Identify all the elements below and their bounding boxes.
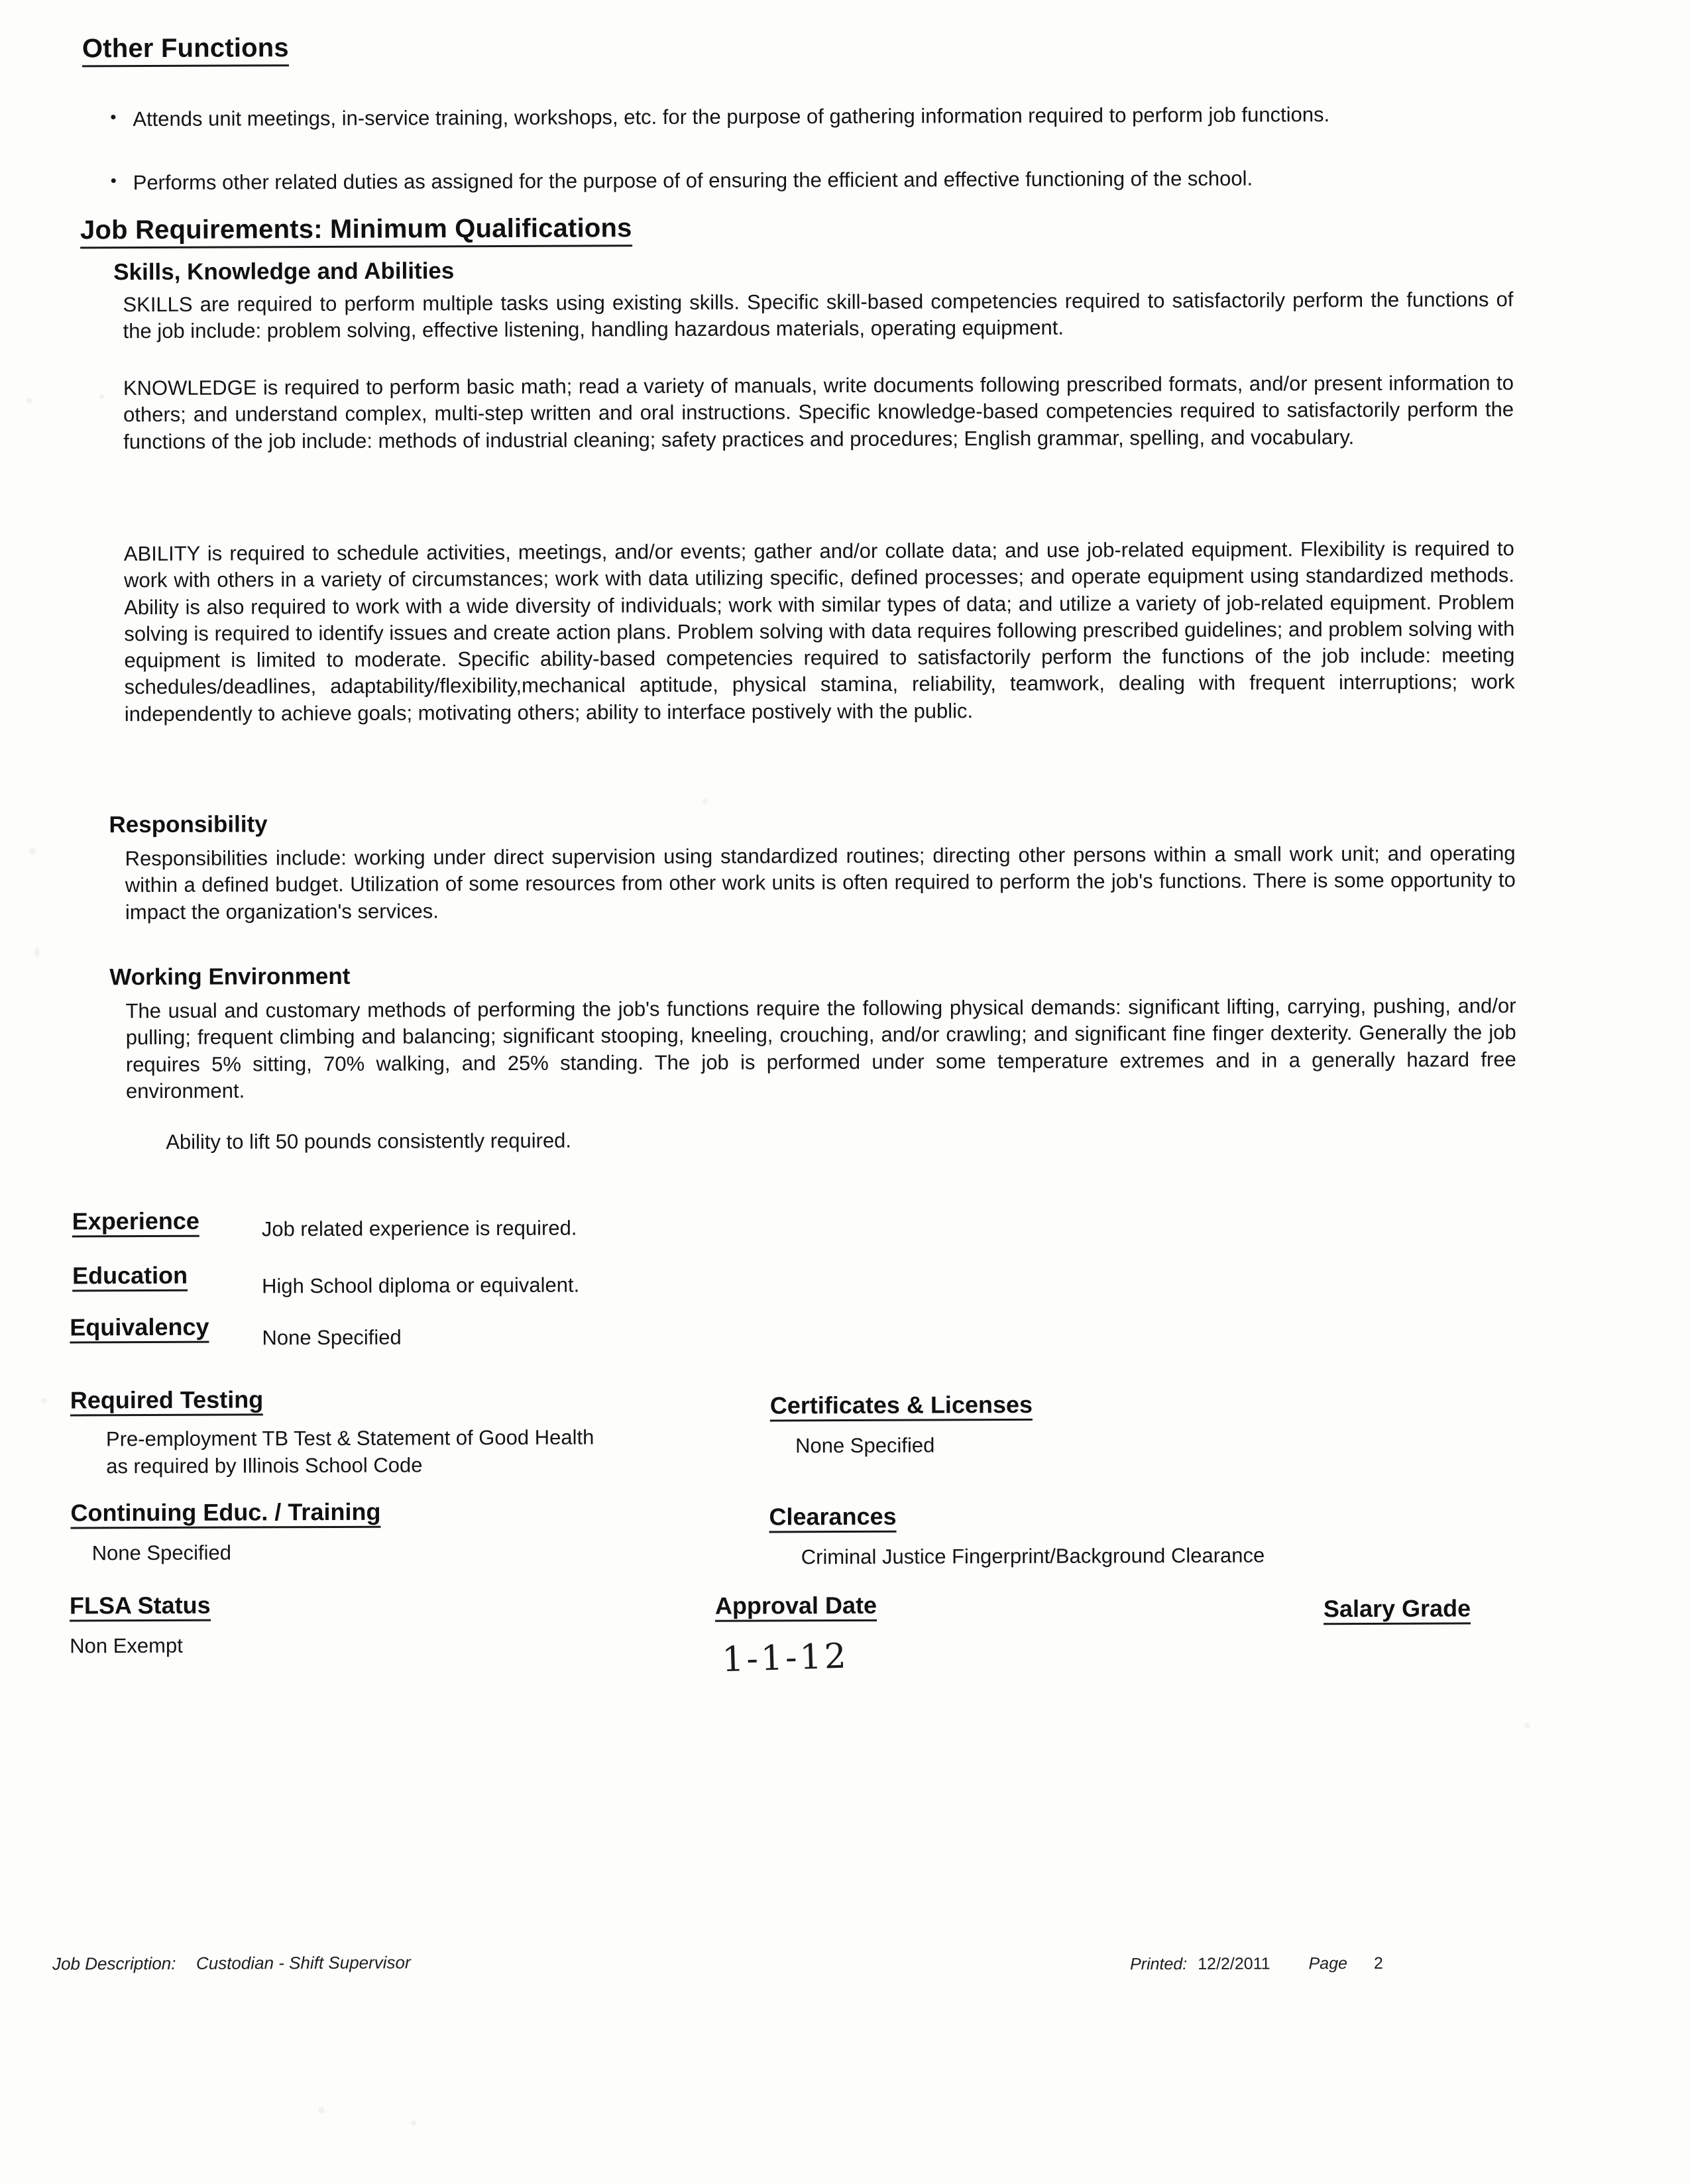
subsection-working-environment-heading: [109, 959, 1170, 991]
field-value: [1324, 1639, 1690, 1640]
footer-page-label: Page: [1308, 1954, 1348, 1973]
section-other-functions: [82, 28, 1606, 68]
bullet-icon: •: [110, 107, 117, 127]
paragraph-responsibility: [125, 840, 1516, 926]
subsection-heading: Working Environment: [109, 963, 351, 991]
scan-artifact: [703, 798, 708, 804]
footer-job-description: [52, 1950, 980, 1974]
footer-job-description-label: Job Description:: [52, 1953, 176, 1974]
field-salary-grade: [1324, 1594, 1690, 1625]
scan-artifact: [1524, 1723, 1530, 1729]
section-heading-job-requirements: Job Requirements: Minimum Qualifications: [80, 213, 632, 248]
footer-left: [52, 1950, 980, 1974]
scan-artifact: [27, 398, 32, 404]
field-label-equivalency: Equivalency: [70, 1313, 209, 1344]
list-item: [111, 164, 1595, 197]
field-value-line: Non Exempt: [70, 1633, 183, 1658]
paragraph-working-environment: [125, 993, 1516, 1105]
other-functions-bullet-list: [110, 101, 1595, 197]
list-item-text: Attends unit meetings, in-service training, workshops, etc. for the purpose of gathering information required to perform job functions.: [133, 103, 1330, 131]
scan-artifact: [99, 394, 104, 399]
paragraph-ability: [124, 535, 1515, 728]
section-heading-other-functions: Other Functions: [82, 32, 289, 67]
field-value: High School diploma or equivalent.: [262, 1273, 580, 1298]
subsection-heading: Responsibility: [109, 811, 268, 838]
field-flsa-status: [70, 1589, 799, 1622]
scan-artifact: [318, 2107, 325, 2114]
subsection-heading: Skills, Knowledge and Abilities: [113, 258, 455, 286]
scan-artifact: [41, 1398, 46, 1403]
field-value: None Specified: [262, 1325, 402, 1350]
field-label-continuing-education: Continuing Educ. / Training: [70, 1498, 380, 1529]
field-clearances: [769, 1500, 1564, 1533]
section-job-requirements-heading: [80, 209, 1605, 249]
paragraph-skills: [123, 286, 1513, 345]
footer-job-description-title: Custodian - Shift Supervisor: [196, 1952, 411, 1973]
field-education-value: [262, 1269, 1322, 1300]
field-approval-date-value: [722, 1637, 1186, 1678]
field-label-clearances: Clearances: [769, 1503, 896, 1533]
paragraph-text: SKILLS are required to perform multiple tasks using existing skills. Specific skill-based competencies required to satisfactorily perform the functions of the job include: problem solving, effective listening, handling hazardous materials, operating equipment.: [123, 288, 1514, 343]
field-continuing-education: [70, 1496, 799, 1529]
field-value-line: as required by Illinois School Code: [106, 1453, 423, 1478]
paragraph-text: ABILITY is required to schedule activities, meetings, and/or events; gather and/or collate data; and use job-related equipment. Flexibility is required to work with others in a variety of circumstances; work with data utilizing specific, defined processes; and operate equipment using standardized methods. Ability is also required to work with a wide diversity of individuals; work with similar types of data; and utilize a variety of job-related equipment. Problem solving is required to identify issues and create action plans. Problem solving with data requires following prescribed guidelines; and problem solving with equipment is limited to moderate. Specific ability-based competencies required to satisfactorily perform the functions of the job include: meeting schedules/deadlines, adaptability/flexibility,mechanical aptitude, physical stamina, reliability, teamwork, dealing with frequent interruptions; work independently to achieve goals; motivating others; ability to interface postively with the public.: [123, 537, 1515, 726]
field-required-testing-value: [106, 1423, 835, 1480]
footer-printed-date: 12/2/2011: [1198, 1954, 1270, 1973]
field-label-required-testing: Required Testing: [70, 1386, 264, 1417]
list-item: [110, 101, 1595, 133]
footer-page-number: 2: [1373, 1953, 1383, 1973]
subsection-responsibility-heading: [109, 807, 1169, 839]
note-lift-requirement: [166, 1125, 1226, 1156]
field-value-line: None Specified: [91, 1541, 231, 1565]
field-experience-value: [262, 1212, 1322, 1243]
field-approval-date: [715, 1590, 1378, 1622]
field-label-approval-date: Approval Date: [715, 1592, 877, 1622]
field-label-experience: Experience: [72, 1207, 199, 1238]
paragraph-text: KNOWLEDGE is required to perform basic math; read a variety of manuals, write documents following prescribed formats, and/or present information to others; and understand complex, multi-step written and oral instructions. Specific knowledge-based competencies required to satisfactorily perform the functions of the job include: methods of industrial cleaning; safety practices and procedures; English grammar, spelling, and vocabulary.: [123, 371, 1514, 453]
scan-artifact: [411, 2120, 416, 2126]
list-item-text: Performs other related duties as assigned for the purpose of of ensuring the efficient and effective functioning of the school.: [133, 166, 1253, 195]
field-label-certificates-licenses: Certificates & Licenses: [770, 1391, 1033, 1422]
paragraph-text: The usual and customary methods of performing the job's functions require the following physical demands: significant lifting, carrying, pushing, and/or pulling; frequent climbing and balancing; significant stooping, kneeling, crouching, and/or crawling; and significant fine finger dexterity. Generally the job requires 5% sitting, 70% walking, and 25% standing. The job is performed under some temperature extremes and in a generally hazard free environment.: [125, 994, 1516, 1103]
field-label-education: Education: [72, 1262, 188, 1292]
field-equivalency-value: [262, 1321, 1322, 1352]
footer-right: [1130, 1953, 1660, 1974]
field-value-line: Criminal Justice Fingerprint/Background Clearance: [801, 1543, 1265, 1569]
field-value-line: Pre-employment TB Test & Statement of Good Health: [105, 1425, 594, 1451]
field-salary-grade-value: [1324, 1639, 1690, 1640]
field-flsa-status-value: [70, 1630, 799, 1660]
field-label-flsa-status: FLSA Status: [70, 1592, 211, 1622]
footer-printed-label: Printed:: [1130, 1955, 1188, 1974]
scan-artifact: [34, 948, 40, 957]
field-continuing-education-value: [92, 1537, 821, 1567]
field-value-line: None Specified: [795, 1433, 935, 1458]
field-required-testing: [70, 1384, 799, 1417]
scan-artifact: [29, 848, 36, 855]
bullet-icon: •: [110, 170, 117, 191]
field-clearances-value: [801, 1541, 1597, 1572]
handwritten-approval-date: 1-1-12: [721, 1636, 850, 1680]
paragraph-text: Responsibilities include: working under direct supervision using standardized routines; directing other persons within a small work unit; and operating within a defined budget. Utilization of some resources from other work units is often required to perform the job's functions. There is some opportunity to impact the organization's services.: [125, 842, 1516, 924]
field-certificates-licenses: [770, 1389, 1565, 1422]
field-certificates-licenses-value: [795, 1430, 1591, 1460]
note-text: Ability to lift 50 pounds consistently required.: [166, 1128, 572, 1154]
field-label-salary-grade: Salary Grade: [1324, 1594, 1471, 1625]
paragraph-knowledge: [123, 370, 1514, 455]
subsection-skills-knowledge-abilities-heading: [113, 254, 1306, 286]
field-value: Job related experience is required.: [261, 1216, 577, 1241]
